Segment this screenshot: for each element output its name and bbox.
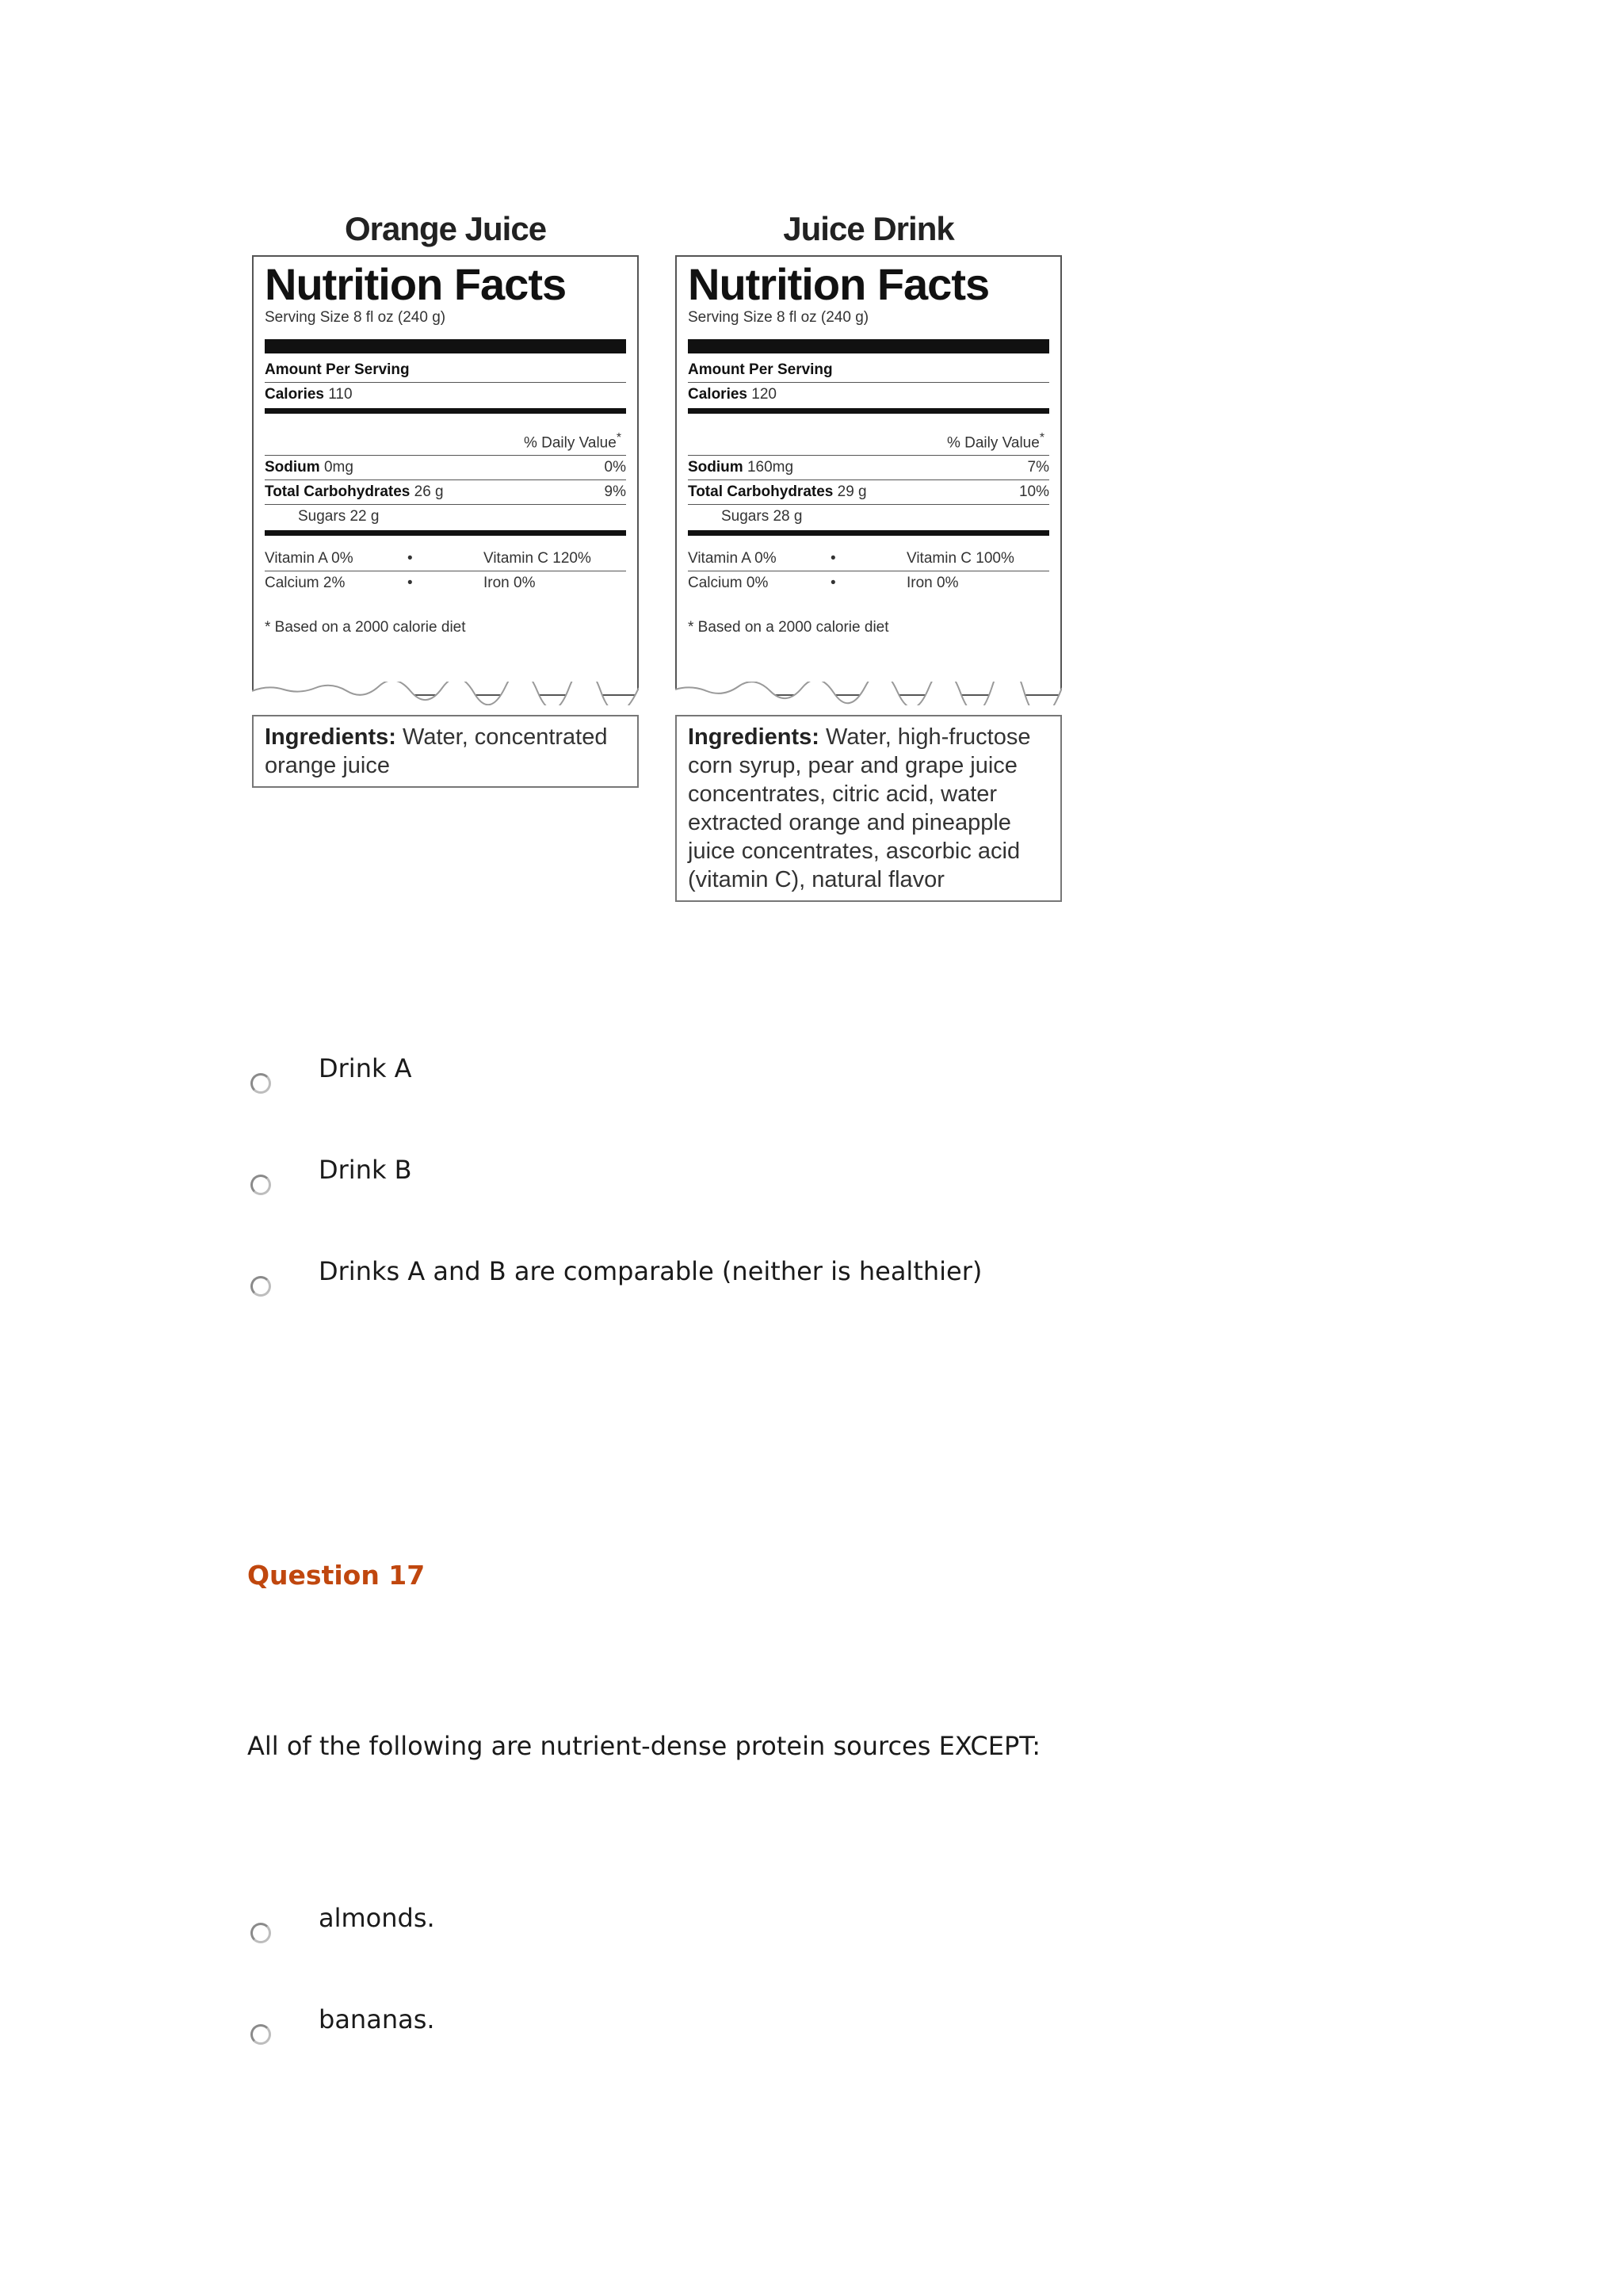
torn-edge <box>675 682 1062 705</box>
label-juice-drink <box>675 208 1062 902</box>
radio-button[interactable] <box>250 1073 271 1094</box>
option-almonds[interactable]: almonds. <box>250 1902 435 1934</box>
label-orange-juice <box>252 208 639 788</box>
product-title: Orange Juice <box>344 210 547 247</box>
option-drink-b[interactable]: Drink B <box>250 1154 412 1186</box>
daily-value-header: % Daily Value* <box>523 431 621 452</box>
amount-per-serving: Amount Per Serving <box>265 361 410 378</box>
question-text: All of the following are nutrient-dense protein sources EXCEPT: <box>247 1731 1041 1761</box>
divider-medium <box>688 408 1049 414</box>
ingredients-box <box>675 715 1062 902</box>
footnote: * Based on a 2000 calorie diet <box>688 619 889 636</box>
option-bananas[interactable]: bananas. <box>250 2004 435 2035</box>
divider-thick <box>688 339 1049 353</box>
radio-button[interactable] <box>250 1276 271 1297</box>
footnote: * Based on a 2000 calorie diet <box>265 619 466 636</box>
amount-per-serving: Amount Per Serving <box>688 361 833 378</box>
nutrition-facts-title: Nutrition Facts <box>688 259 990 309</box>
radio-button[interactable] <box>250 2024 271 2045</box>
torn-edge <box>252 682 639 705</box>
divider-thick <box>265 339 626 353</box>
nutrition-facts-panel <box>675 255 1062 696</box>
ingredients-label: Ingredients: <box>265 724 396 750</box>
question-heading: Question 17 <box>247 1560 426 1591</box>
radio-button[interactable] <box>250 1923 271 1943</box>
sodium-row: Sodium 0mg 0% <box>265 456 626 480</box>
vitamins-row: Vitamin A 0% • Vitamin C 120% <box>265 547 626 571</box>
ingredients-label: Ingredients: <box>688 724 819 750</box>
vitamins-row: Vitamin A 0% • Vitamin C 100% <box>688 547 1049 571</box>
sugars-row: Sugars 22 g <box>298 508 380 525</box>
serving-size: Serving Size 8 fl oz (240 g) <box>265 309 446 326</box>
carbohydrates-row: Total Carbohydrates 26 g 9% <box>265 480 626 505</box>
serving-size: Serving Size 8 fl oz (240 g) <box>688 309 869 326</box>
product-title: Juice Drink <box>783 210 954 247</box>
radio-button[interactable] <box>250 1175 271 1195</box>
calories-row: Calories 120 <box>688 386 777 403</box>
calories-row: Calories 110 <box>265 386 353 403</box>
divider-medium <box>265 408 626 414</box>
ingredients-text: Water, high-fructose corn syrup, pear and grape juice concentrates, citric acid, water extracted orange and pineapple juice concentrates, ascorbic acid (vitamin C), natural flavor <box>688 724 1031 892</box>
nutrition-facts-panel <box>252 255 639 696</box>
nutrition-facts-title: Nutrition Facts <box>265 259 567 309</box>
minerals-row: Calcium 0% • Iron 0% <box>688 575 959 592</box>
daily-value-header: % Daily Value* <box>946 431 1044 452</box>
option-comparable[interactable]: Drinks A and B are comparable (neither is healthier) <box>250 1255 982 1287</box>
divider-medium <box>688 530 1049 536</box>
option-drink-a[interactable]: Drink A <box>250 1052 412 1084</box>
ingredients-text: Water, concentrated orange juice <box>265 724 608 778</box>
carbohydrates-row: Total Carbohydrates 29 g 10% <box>688 480 1049 505</box>
sugars-row: Sugars 28 g <box>721 508 803 525</box>
sodium-row: Sodium 160mg 7% <box>688 456 1049 480</box>
ingredients-box <box>252 715 639 788</box>
minerals-row: Calcium 2% • Iron 0% <box>265 575 536 592</box>
divider-medium <box>265 530 626 536</box>
